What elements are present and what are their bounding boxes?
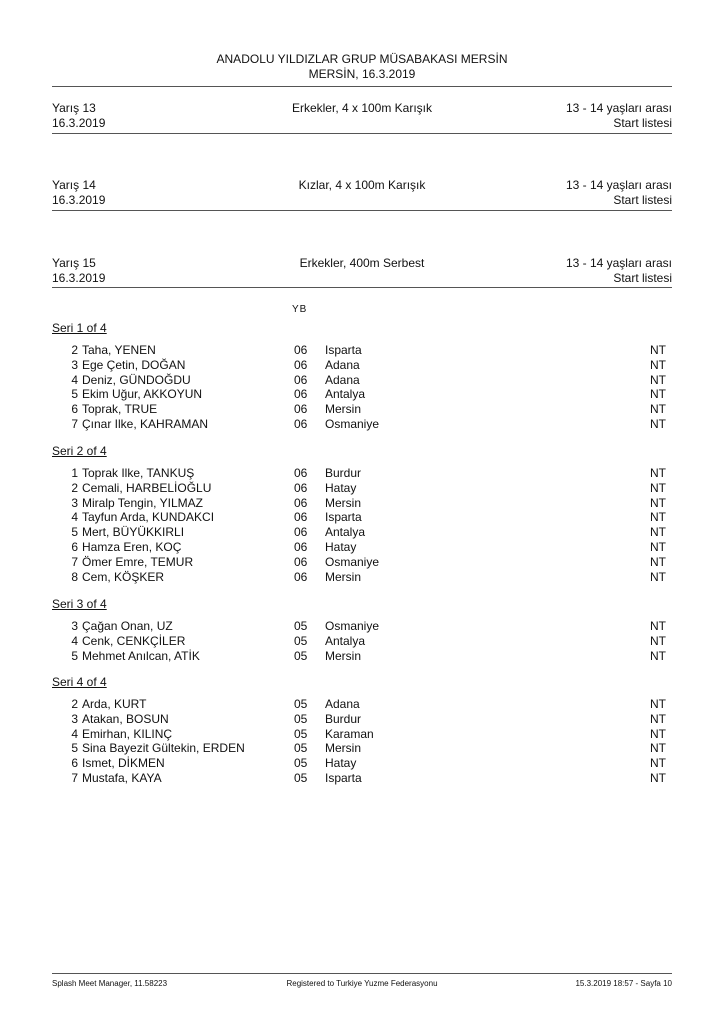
footer-registration: Registered to Turkiye Yuzme Federasyonu — [286, 979, 438, 988]
club-name: Antalya — [325, 633, 366, 648]
table-row — [52, 343, 672, 358]
table-row — [52, 634, 672, 649]
swimmer-name: Toprak, TRUE — [82, 402, 158, 417]
swimmer-name: Tayfun Arda, KUNDAKCI — [82, 510, 215, 525]
event-status: Start listesi — [613, 116, 672, 130]
entry-time: NT — [650, 741, 666, 756]
birth-year: 06 — [294, 466, 308, 480]
club-name: Burdur — [325, 466, 362, 480]
entry-time: NT — [650, 569, 666, 584]
heat-title: Seri 2 of 4 — [52, 444, 107, 458]
event-number: Yarış 14 — [52, 178, 96, 192]
footer-software: Splash Meet Manager, 11.58223 — [52, 979, 168, 988]
birth-year: 05 — [294, 697, 308, 711]
club-name: Isparta — [325, 510, 362, 525]
swimmer-name: Ismet, DİKMEN — [82, 756, 165, 771]
lane-number: 6 — [71, 402, 78, 417]
entry-time: NT — [650, 770, 666, 785]
swimmer-name: Toprak Ilke, TANKUŞ — [82, 466, 195, 480]
swimmer-name: Mustafa, KAYA — [82, 770, 162, 785]
table-row — [52, 481, 672, 496]
swimmer-name: Hamza Eren, KOÇ — [82, 539, 182, 554]
event-status: Start listesi — [613, 193, 672, 207]
heat-title: Seri 1 of 4 — [52, 321, 107, 335]
swimmer-name: Ege Çetin, DOĞAN — [82, 357, 186, 372]
header-divider — [52, 86, 672, 87]
event-block — [52, 256, 672, 288]
heat-section — [52, 597, 672, 663]
event-age-group: 13 - 14 yaşları arası — [565, 178, 672, 192]
lane-number: 5 — [71, 387, 78, 402]
table-row — [52, 712, 672, 727]
table-row — [52, 525, 672, 540]
entry-time: NT — [650, 480, 666, 495]
event-date: 16.3.2019 — [52, 116, 106, 130]
table-row — [52, 496, 672, 511]
lane-number: 5 — [71, 648, 78, 663]
entry-time: NT — [650, 510, 666, 525]
lane-number: 7 — [71, 554, 78, 569]
meet-title: ANADOLU YILDIZLAR GRUP MÜSABAKASI MERSİN — [216, 52, 508, 66]
entry-time: NT — [650, 711, 666, 726]
swimmer-name: Miralp Tengin, YILMAZ — [82, 495, 203, 510]
club-name: Antalya — [325, 525, 366, 540]
birth-year: 05 — [294, 711, 308, 726]
entry-time: NT — [650, 343, 666, 357]
birth-year: 06 — [294, 525, 308, 540]
entry-time: NT — [650, 416, 666, 431]
swimmer-name: Ömer Emre, TEMUR — [82, 554, 194, 569]
club-name: Antalya — [325, 387, 366, 402]
table-row — [52, 510, 672, 525]
table-row — [52, 649, 672, 664]
table-row — [52, 466, 672, 481]
birth-year: 05 — [294, 726, 308, 741]
event-title: Kızlar, 4 x 100m Karışık — [298, 178, 426, 192]
swimmer-name: Cem, KÖŞKER — [82, 569, 165, 584]
table-row — [52, 756, 672, 771]
swimmer-name: Cenk, CENKÇİLER — [82, 633, 186, 648]
table-row — [52, 771, 672, 786]
birth-year: 06 — [294, 372, 308, 387]
entry-time: NT — [650, 466, 666, 480]
event-block — [52, 178, 672, 210]
birth-year: 06 — [294, 554, 308, 569]
swimmer-name: Mert, BÜYÜKKIRLI — [82, 525, 185, 540]
event-age-group: 13 - 14 yaşları arası — [565, 101, 672, 115]
table-row — [52, 619, 672, 634]
lane-number: 2 — [71, 343, 78, 357]
lane-number: 3 — [71, 495, 78, 510]
event-title: Erkekler, 4 x 100m Karışık — [291, 101, 433, 115]
event-date: 16.3.2019 — [52, 193, 106, 207]
entry-time: NT — [650, 402, 666, 417]
birth-year: 06 — [294, 402, 308, 417]
entry-time: NT — [650, 633, 666, 648]
lane-number: 5 — [71, 741, 78, 756]
club-name: Burdur — [325, 711, 362, 726]
heat-title: Seri 3 of 4 — [52, 597, 107, 611]
entry-time: NT — [650, 372, 666, 387]
event-status: Start listesi — [613, 271, 672, 285]
club-name: Adana — [325, 357, 360, 372]
swimmer-name: Sina Bayezit Gültekin, ERDEN — [82, 741, 245, 756]
lane-number: 3 — [71, 357, 78, 372]
table-row — [52, 373, 672, 388]
heat-section — [52, 444, 672, 584]
lane-number: 3 — [71, 619, 78, 633]
birth-year: 06 — [294, 416, 308, 431]
table-row — [52, 402, 672, 417]
club-name: Karaman — [325, 726, 374, 741]
club-name: Mersin — [325, 569, 362, 584]
event-divider — [52, 287, 672, 288]
club-name: Osmaniye — [325, 416, 380, 431]
swimmer-name: Taha, YENEN — [82, 343, 156, 357]
table-row — [52, 540, 672, 555]
heat-title: Seri 4 of 4 — [52, 675, 107, 689]
table-row — [52, 727, 672, 742]
table-row — [52, 741, 672, 756]
club-name: Hatay — [325, 539, 357, 554]
club-name: Mersin — [325, 741, 362, 756]
birth-year: 05 — [294, 770, 308, 785]
event-date: 16.3.2019 — [52, 271, 106, 285]
entry-time: NT — [650, 525, 666, 540]
heat-section — [52, 675, 672, 786]
event-number: Yarış 13 — [52, 101, 96, 115]
club-name: Osmaniye — [325, 619, 380, 633]
event-divider — [52, 133, 672, 134]
footer-divider — [52, 973, 672, 974]
event-title: Erkekler, 400m Serbest — [299, 256, 425, 270]
birth-year: 06 — [294, 343, 308, 357]
lane-number: 2 — [71, 697, 78, 711]
birth-year: 05 — [294, 619, 308, 633]
heat-section — [52, 321, 672, 432]
birth-year: 06 — [294, 387, 308, 402]
entry-time: NT — [650, 648, 666, 663]
swimmer-name: Cemali, HARBELİOĞLU — [82, 480, 212, 495]
birth-year: 06 — [294, 357, 308, 372]
entry-time: NT — [650, 387, 666, 402]
club-name: Mersin — [325, 402, 362, 417]
event-divider — [52, 210, 672, 211]
club-name: Isparta — [325, 770, 362, 785]
club-name: Mersin — [325, 648, 362, 663]
birth-year: 05 — [294, 756, 308, 771]
swimmer-name: Çağan Onan, UZ — [82, 619, 173, 633]
footer-timestamp-page: 15.3.2019 18:57 - Sayfa 10 — [575, 979, 672, 988]
swimmer-name: Çınar Ilke, KAHRAMAN — [82, 416, 209, 431]
birth-year: 05 — [294, 648, 308, 663]
lane-number: 1 — [71, 466, 78, 480]
entry-time: NT — [650, 726, 666, 741]
swimmer-name: Emirhan, KILINÇ — [82, 726, 173, 741]
entry-time: NT — [650, 697, 666, 711]
swimmer-name: Mehmet Anılcan, ATİK — [82, 648, 200, 663]
club-name: Adana — [325, 372, 360, 387]
meet-location-date: MERSİN, 16.3.2019 — [308, 67, 416, 81]
event-block — [52, 101, 672, 133]
club-name: Isparta — [325, 343, 362, 357]
lane-number: 2 — [71, 480, 78, 495]
lane-number: 6 — [71, 539, 78, 554]
lane-number: 4 — [71, 510, 78, 525]
event-age-group: 13 - 14 yaşları arası — [565, 256, 672, 270]
club-name: Adana — [325, 697, 360, 711]
entry-time: NT — [650, 357, 666, 372]
birth-year: 06 — [294, 510, 308, 525]
table-row — [52, 570, 672, 585]
table-row — [52, 555, 672, 570]
swimmer-name: Arda, KURT — [82, 697, 147, 711]
table-row — [52, 697, 672, 712]
entry-time: NT — [650, 756, 666, 771]
entry-time: NT — [650, 495, 666, 510]
swimmer-name: Ekim Uğur, AKKOYUN — [82, 387, 203, 402]
entry-time: NT — [650, 539, 666, 554]
birth-year: 06 — [294, 480, 308, 495]
lane-number: 4 — [71, 726, 78, 741]
lane-number: 7 — [71, 770, 78, 785]
entry-time: NT — [650, 554, 666, 569]
birth-year: 06 — [294, 569, 308, 584]
birth-year: 05 — [294, 741, 308, 756]
table-row — [52, 417, 672, 432]
lane-number: 8 — [71, 569, 78, 584]
swimmer-name: Deniz, GÜNDOĞDU — [82, 372, 191, 387]
lane-number: 3 — [71, 711, 78, 726]
birth-year: 06 — [294, 495, 308, 510]
entry-time: NT — [650, 619, 666, 633]
table-row — [52, 387, 672, 402]
lane-number: 7 — [71, 416, 78, 431]
meet-header — [52, 52, 672, 82]
club-name: Mersin — [325, 495, 362, 510]
club-name: Osmaniye — [325, 554, 380, 569]
swimmer-name: Atakan, BOSUN — [82, 711, 169, 726]
birth-year: 05 — [294, 633, 308, 648]
lane-number: 5 — [71, 525, 78, 540]
yob-column-header: YB — [292, 304, 308, 315]
event-number: Yarış 15 — [52, 256, 96, 270]
lane-number: 4 — [71, 372, 78, 387]
lane-number: 6 — [71, 756, 78, 771]
birth-year: 06 — [294, 539, 308, 554]
lane-number: 4 — [71, 633, 78, 648]
club-name: Hatay — [325, 480, 357, 495]
table-row — [52, 358, 672, 373]
club-name: Hatay — [325, 756, 357, 771]
